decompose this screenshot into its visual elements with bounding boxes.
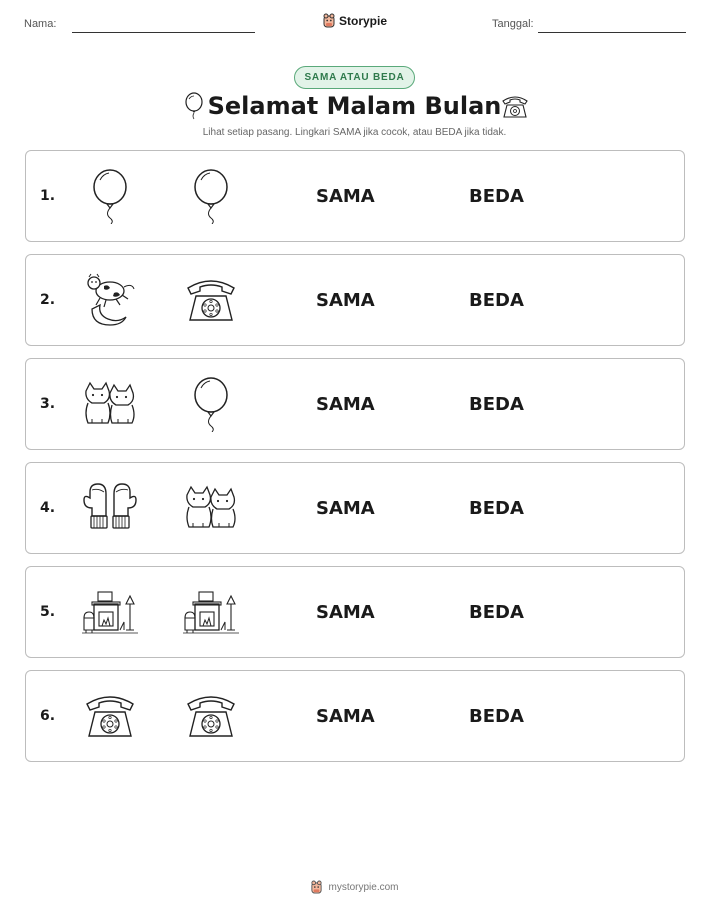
name-label: Nama:: [24, 18, 57, 30]
kittens-icon: [181, 477, 241, 539]
choice-different[interactable]: BEDA: [469, 290, 524, 311]
exercise-row: [25, 150, 685, 242]
exercise-row: [25, 358, 685, 450]
row-number: 3.: [40, 396, 56, 412]
choice-same[interactable]: SAMA: [316, 394, 375, 415]
worksheet-badge: SAMA ATAU BEDA: [294, 66, 415, 89]
choice-different[interactable]: BEDA: [469, 602, 524, 623]
fireplace-room-icon: [181, 581, 241, 643]
telephone-icon: [500, 93, 530, 119]
storypie-mascot-icon: [322, 13, 336, 29]
balloon-icon: [181, 373, 241, 435]
page-title: Selamat Malam Bulan: [207, 92, 502, 120]
balloon-icon: [181, 165, 241, 227]
exercise-row: [25, 566, 685, 658]
date-label: Tanggal:: [492, 18, 534, 30]
name-line[interactable]: [72, 32, 255, 33]
choice-different[interactable]: BEDA: [469, 706, 524, 727]
telephone-icon: [181, 269, 241, 331]
balloon-icon: [80, 165, 140, 227]
footer-site-link[interactable]: mystorypie.com: [328, 882, 399, 893]
cow-jumping-over-moon-icon: [80, 269, 140, 331]
date-line[interactable]: [538, 32, 686, 33]
telephone-icon: [80, 685, 140, 747]
exercise-row: [25, 254, 685, 346]
choice-same[interactable]: SAMA: [316, 498, 375, 519]
storypie-mascot-icon: [310, 880, 323, 895]
fireplace-room-icon: [80, 581, 140, 643]
kittens-icon: [80, 373, 140, 435]
choice-same[interactable]: SAMA: [316, 290, 375, 311]
telephone-icon: [181, 685, 241, 747]
choice-same[interactable]: SAMA: [316, 186, 375, 207]
row-number: 4.: [40, 500, 56, 516]
choice-same[interactable]: SAMA: [316, 602, 375, 623]
row-number: 1.: [40, 188, 56, 204]
exercise-row: [25, 462, 685, 554]
exercise-list: [25, 150, 685, 774]
row-number: 6.: [40, 708, 56, 724]
brand-logo: [322, 13, 387, 29]
brand-name: Storypie: [339, 14, 388, 28]
footer: [0, 880, 709, 895]
choice-same[interactable]: SAMA: [316, 706, 375, 727]
mittens-icon: [80, 477, 140, 539]
row-number: 5.: [40, 604, 56, 620]
instructions: Lihat setiap pasang. Lingkari SAMA jika cocok, atau BEDA jika tidak.: [202, 127, 507, 138]
choice-different[interactable]: BEDA: [469, 498, 524, 519]
exercise-row: [25, 670, 685, 762]
choice-different[interactable]: BEDA: [469, 186, 524, 207]
choice-different[interactable]: BEDA: [469, 394, 524, 415]
row-number: 2.: [40, 292, 56, 308]
